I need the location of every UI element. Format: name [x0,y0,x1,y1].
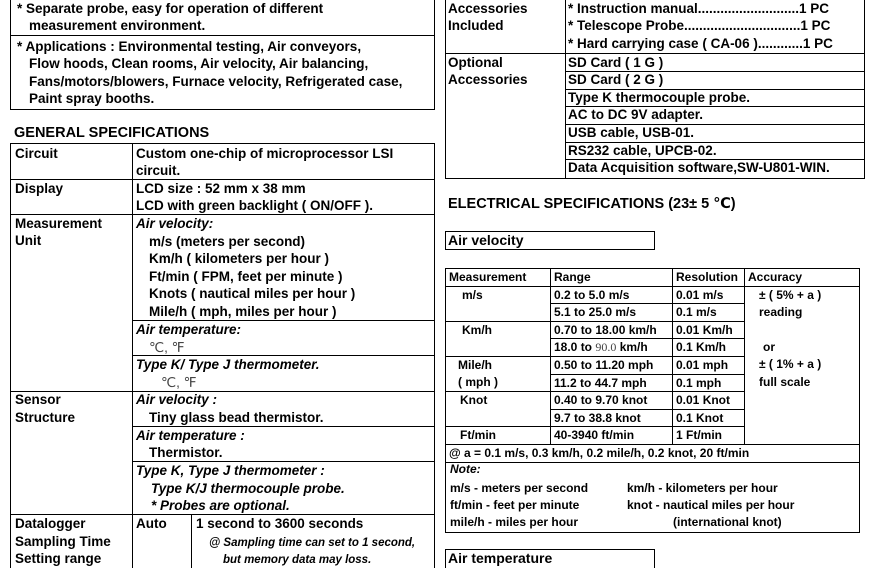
datalogger-label: Datalogger [15,516,86,531]
display-value: LCD with green backlight ( ON/OFF ). [136,198,374,213]
note-item: m/s - meters per second [450,481,589,495]
sensor-structure-label: Structure [15,410,76,425]
cell-resolution: 0.1 mph [673,374,745,392]
a-note: @ a = 0.1 m/s, 0.3 km/h, 0.2 mile/h, 0.2 knot, 20 ft/min [446,444,860,462]
unit-item: Km/h ( kilometers per hour ) [149,251,330,266]
cell-resolution: 0.01 m/s [673,286,745,304]
accessories-label: Included [448,18,504,33]
optional-item: Data Acquisition software,SW-U801-WIN. [568,160,830,175]
cell-measurement [446,339,551,357]
cell-accuracy: reading [745,304,860,322]
note-item: knot - nautical miles per hour [627,498,795,512]
accessories-table [445,0,865,179]
table-divider [191,514,192,568]
optional-item: SD Card ( 2 G ) [568,72,664,87]
sensor-value: * Probes are optional. [151,498,290,513]
cell-resolution: 0.1 m/s [673,304,745,322]
range-text: 18.0 to [554,340,596,355]
datalogger-mode: Auto [136,516,167,531]
table-row [446,339,860,357]
table-row [446,286,860,304]
features-box [10,0,435,36]
air-temperature-subhead: Air temperature: [136,322,242,337]
cell-range: 0.2 to 5.0 m/s [551,286,673,304]
sensor-air-temperature-subhead: Air temperature : [136,428,245,443]
measurement-unit-label: Unit [15,233,42,248]
applications-line: Fans/motors/blowers, Furnace velocity, Refrigerated case, [29,74,403,89]
note-heading: Note: [450,462,481,476]
cell-measurement: m/s [446,286,551,304]
unit-item: m/s (meters per second) [149,234,306,249]
cell-resolution: 0.1 Km/h [673,339,745,357]
cell-range: 0.50 to 11.20 mph [551,356,673,374]
table-row [446,374,860,392]
cell-resolution: 0.01 Km/h [673,321,745,339]
electrical-specs-heading: ELECTRICAL SPECIFICATIONS (23± 5 ℃) [448,196,736,212]
header-measurement: Measurement [446,269,551,287]
range-text: km/h [616,340,648,355]
optional-item: Type K thermocouple probe. [568,90,751,105]
header-range: Range [551,269,673,287]
feature-line: * Separate probe, easy for operation of different [17,1,324,16]
applications-box [10,36,435,110]
accessories-label: Accessories [448,1,528,16]
cell-accuracy [745,392,860,410]
sensor-thermometer-subhead: Type K, Type J thermometer : [136,463,325,478]
note-item: (international knot) [673,515,782,529]
cell-range: 5.1 to 25.0 m/s [551,304,673,322]
cell-resolution: 0.01 Knot [673,392,745,410]
optional-label: Accessories [448,72,528,87]
table-row [446,427,860,445]
applications-line: Flow hoods, Clean rooms, Air velocity, Air balancing, [29,56,369,71]
general-specs-table [10,143,435,568]
cell-accuracy: or [745,339,860,357]
included-item: * Hard carrying case ( CA-06 )............1 PC [568,36,833,51]
range-value-light: 90.0 [595,340,617,355]
datalogger-note: but memory data may loss. [223,554,372,566]
air-temperature-title: Air temperature [445,549,655,568]
circuit-label: Circuit [15,146,58,161]
note-item: mile/h - miles per hour [450,515,579,529]
cell-range: 0.70 to 18.00 km/h [551,321,673,339]
notes-box [445,460,860,533]
cell-accuracy: ± ( 1% + a ) [745,356,860,374]
cell-range: 9.7 to 38.8 knot [551,409,673,427]
circuit-value: Custom one-chip of microprocessor LSI [136,146,394,161]
unit-item: Knots ( nautical miles per hour ) [149,286,356,301]
table-row [446,356,860,374]
cell-accuracy [745,409,860,427]
cell-accuracy: full scale [745,374,860,392]
table-row [446,304,860,322]
unit-item: Ft/min ( FPM, feet per minute ) [149,269,343,284]
air-velocity-table [445,268,860,463]
table-row [446,321,860,339]
sensor-value: Type K/J thermocouple probe. [151,481,345,496]
datalogger-value: 1 second to 3600 seconds [196,516,364,531]
cell-resolution: 0.01 mph [673,356,745,374]
feature-line: measurement environment. [29,18,206,33]
table-row [446,409,860,427]
header-resolution: Resolution [673,269,745,287]
cell-measurement: Km/h [446,321,551,339]
included-item: * Instruction manual...........................1 PC [568,1,830,16]
circuit-value: circuit. [136,163,181,178]
optional-label: Optional [448,55,503,70]
cell-accuracy: ± ( 5% + a ) [745,286,860,304]
optional-item: SD Card ( 1 G ) [568,55,664,70]
included-item: * Telescope Probe...............................1 PC [568,18,831,33]
applications-line: Paint spray booths. [29,91,155,106]
datalogger-label: Sampling Time [15,534,111,549]
cell-measurement [446,409,551,427]
sensor-value: Thermistor. [149,445,223,460]
optional-item: USB cable, USB-01. [568,125,695,140]
temperature-units: ℃, ℉ [161,375,197,390]
temperature-units: ℃, ℉ [149,340,185,355]
cell-resolution: 1 Ft/min [673,427,745,445]
sensor-air-velocity-subhead: Air velocity : [136,392,218,407]
row-rule [11,391,434,392]
cell-measurement: Mile/h [446,356,551,374]
cell-resolution: 0.1 Knot [673,409,745,427]
display-label: Display [15,181,64,196]
cell-range: 0.40 to 9.70 knot [551,392,673,410]
note-item: ft/min - feet per minute [450,498,580,512]
sensor-structure-label: Sensor [15,392,61,407]
cell-range: 11.2 to 44.7 mph [551,374,673,392]
thermometer-subhead: Type K/ Type J thermometer. [136,357,320,372]
note-item: km/h - kilometers per hour [627,481,778,495]
table-divider [132,144,133,568]
datalogger-note: @ Sampling time can set to 1 second, [209,537,416,549]
cell-accuracy [745,427,860,445]
datalogger-label: Setting range [15,551,102,566]
table-row [446,392,860,410]
table-header-row [446,269,860,287]
air-velocity-title: Air velocity [445,231,655,250]
cell-measurement: Knot [446,392,551,410]
sensor-value: Tiny glass bead thermistor. [149,410,324,425]
cell-measurement: ( mph ) [446,374,551,392]
air-velocity-subhead: Air velocity: [136,216,214,231]
optional-item: RS232 cable, UPCB-02. [568,143,717,158]
cell-measurement: Ft/min [446,427,551,445]
general-specs-heading: GENERAL SPECIFICATIONS [14,125,210,141]
cell-measurement [446,304,551,322]
applications-line: * Applications : Environmental testing, Air conveyors, [17,39,362,54]
unit-item: Mile/h ( mph, miles per hour ) [149,304,337,319]
optional-item: AC to DC 9V adapter. [568,107,704,122]
cell-accuracy [745,321,860,339]
header-accuracy: Accuracy [745,269,860,287]
cell-range: 40-3940 ft/min [551,427,673,445]
display-value: LCD size : 52 mm x 38 mm [136,181,306,196]
cell-range [551,339,673,357]
measurement-unit-label: Measurement [15,216,103,231]
